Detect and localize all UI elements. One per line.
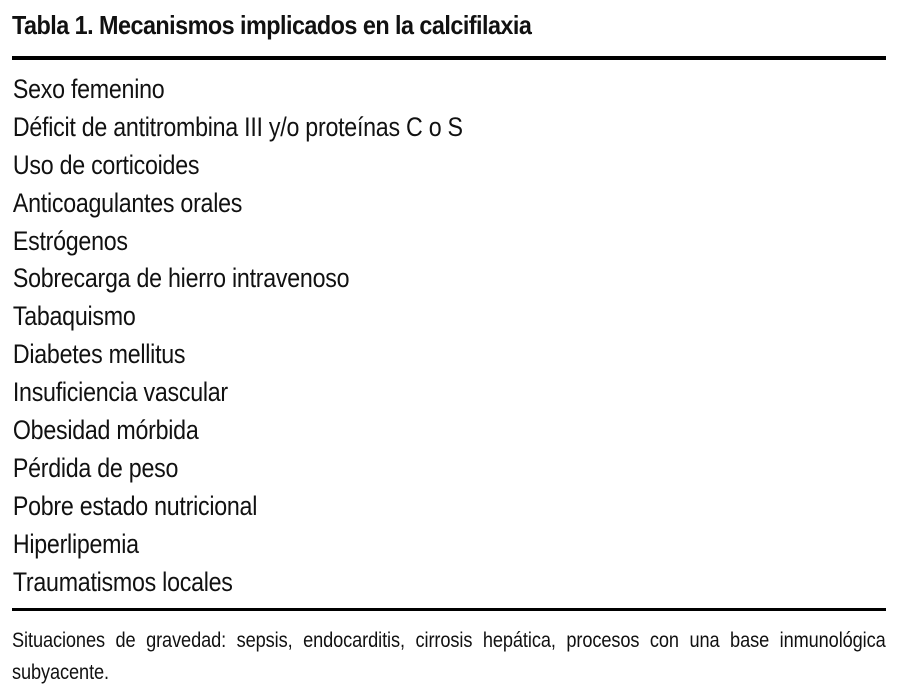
list-item: Hiperlipemia [12,528,139,559]
list-item: Sexo femenino [12,74,165,104]
list-item: Pobre estado nutricional [12,490,258,521]
footnote-divider [12,608,886,611]
list-item: Diabetes mellitus [12,339,186,370]
mechanism-list [12,60,886,601]
table-1 [12,0,886,689]
list-item: Anticoagulantes orales [12,187,243,218]
list-item: Insuficiencia vascular [12,377,228,408]
list-item: Uso de corticoides [12,149,200,180]
list-item: Obesidad mórbida [12,415,199,446]
list-item: Tabaquismo [12,301,136,332]
table-footnote: Situaciones de gravedad: sepsis, endocarditis, cirrosis hepática, procesos con una base inmunológica subyacente. [12,629,886,685]
list-item: Déficit de antitrombina III y/o proteínas C o S [12,111,463,142]
table-title: Tabla 1. Mecanismos implicados en la calcifilaxia [12,10,532,40]
list-item: Estrógenos [12,225,128,256]
list-item: Sobrecarga de hierro intravenoso [12,263,350,294]
list-item: Pérdida de peso [12,452,179,483]
list-item: Traumatismos locales [12,566,233,597]
